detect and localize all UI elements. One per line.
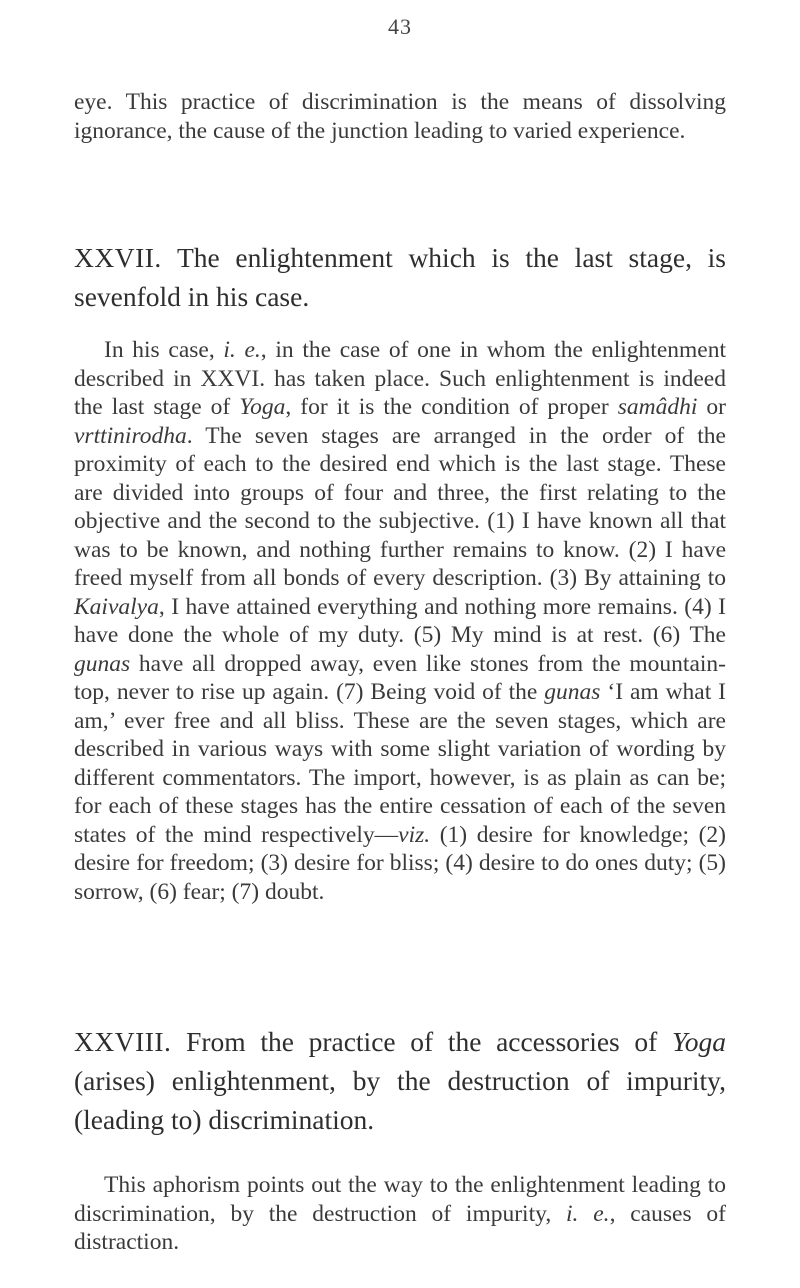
opening-paragraph-block — [74, 88, 726, 145]
aphorism-28-text: (arises) enlightenment, by the destruction of impurity, (leading to) discrimination. — [74, 1065, 726, 1135]
commentary-28-italic: i. e. — [566, 1200, 610, 1227]
commentary-27-italic: Kaivalya — [74, 593, 159, 620]
commentary-28 — [74, 1171, 726, 1257]
commentary-27-text: In his case, — [104, 337, 224, 363]
commentary-27-text: ‘I am what I am,’ ever free and all bliss. These are the seven stages, which are described in various ways with some slight variation of wording by different commentators. The import, however, is as plain as can be; for each of these stages has the entire cessation of each of the seven states of the mind respectively— — [74, 679, 726, 848]
commentary-27-block — [74, 336, 726, 906]
aphorism-28 — [74, 1022, 726, 1139]
page-number: 43 — [388, 14, 412, 39]
aphorism-27-text: The enlightenment which is the last stage, is sevenfold in his case. — [74, 242, 726, 312]
commentary-27 — [74, 336, 726, 906]
aphorism-28-text: From the practice of the accessories of — [186, 1026, 672, 1057]
commentary-28-text: , causes of distraction. — [74, 1200, 726, 1255]
commentary-28-text: This aphorism points out the way to the enlightenment leading to discrimination, by the destruction of impurity, — [74, 1172, 726, 1227]
commentary-27-text: (1) desire for knowledge; (2) desire for freedom; (3) desire for bliss; (4) desire to do ones duty; (5) sorrow, (6) fear; (7) doubt. — [74, 821, 726, 905]
commentary-27-text: , for it is the condition of proper — [285, 394, 618, 420]
commentary-27-italic: gunas — [74, 650, 131, 677]
commentary-27-italic: gunas — [544, 679, 601, 705]
opening-paragraph: eye. This practice of discrimination is the means of dissolving ignorance, the cause of the junction leading to varied experience. — [74, 89, 726, 144]
commentary-27-text: , I have attained everything and nothing more remains. (4) I have done the whole of my duty. (5) My mind is at rest. (6) The — [74, 593, 726, 648]
commentary-28-block — [74, 1171, 726, 1257]
aphorism-27 — [74, 238, 726, 316]
aphorism-27-block — [74, 238, 726, 316]
commentary-27-text: or — [697, 394, 726, 420]
commentary-27-italic: viz. — [398, 821, 431, 848]
commentary-27-italic: i. e. — [223, 337, 261, 363]
commentary-27-italic: vrttinirodha — [74, 422, 187, 449]
aphorism-28-italic: Yoga — [671, 1026, 726, 1057]
commentary-27-text: have all dropped away, even like stones from the mountain-top, never to rise up again. (7) Being void of the — [74, 650, 726, 705]
aphorism-27-number: XXVII. — [74, 242, 162, 273]
commentary-27-text: , in the case of one in whom the enlightenment described in XXVI. has taken place. Such enlightenment is indeed the last stage of — [74, 337, 726, 420]
aphorism-28-block — [74, 1022, 726, 1139]
commentary-27-text: . The seven stages are arranged in the order of the proximity of each to the desired end which is the last stage. These are divided into groups of four and three, the first relating to the objective and the second to the subjective. (1) I have known all that was to be known, and nothing further remains to know. (2) I have freed myself from all bonds of every description. (3) By attaining to — [74, 422, 726, 591]
aphorism-28-number: XXVIII. — [74, 1026, 172, 1057]
commentary-27-italic: Yoga — [239, 394, 286, 420]
commentary-27-italic: samâdhi — [617, 394, 698, 420]
